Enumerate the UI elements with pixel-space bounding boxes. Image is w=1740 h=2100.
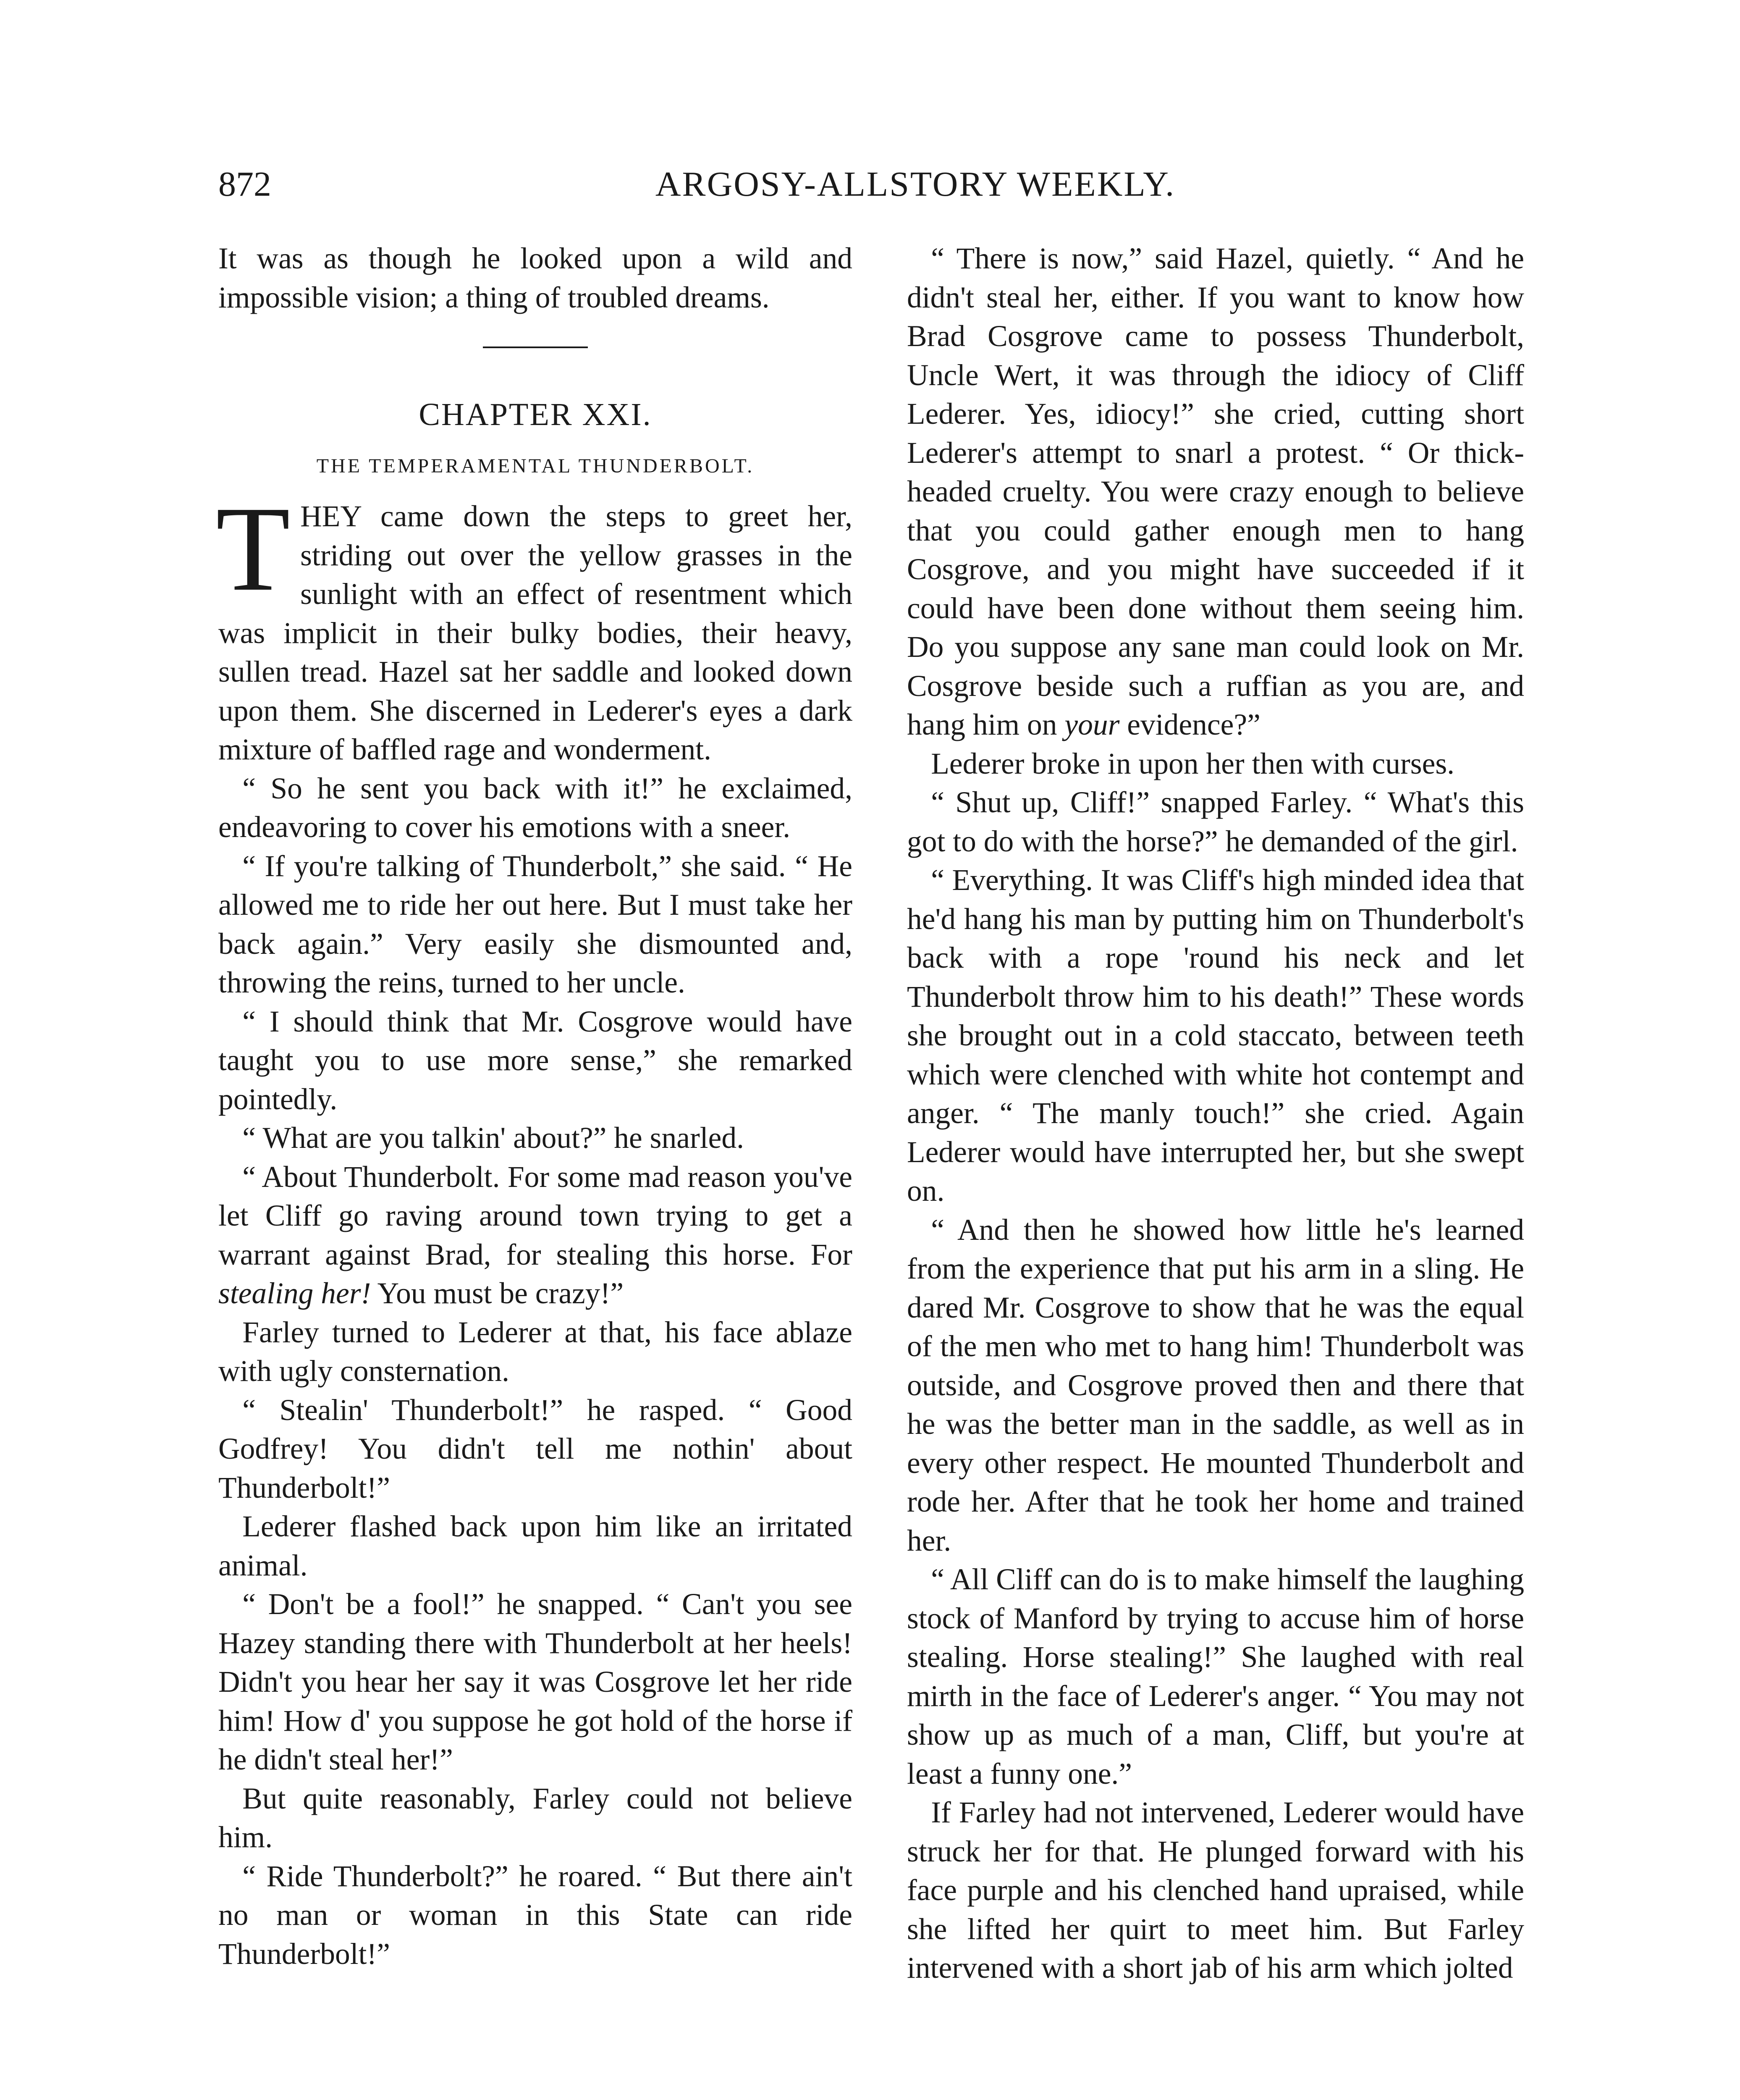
chapter-subtitle: THE TEMPERAMENTAL THUNDERBOLT.	[316, 454, 755, 477]
chapter-title: CHAPTER XXI.	[419, 397, 652, 432]
paragraph: “ Shut up, Cliff!” snapped Farley. “ What's this got to do with the horse?” he demanded of the girl.	[907, 786, 1524, 858]
italic-text: stealing her!	[218, 1277, 371, 1310]
italic-text: your	[1064, 708, 1120, 741]
paragraph	[218, 1158, 852, 1313]
paragraph: “ So he sent you back with it!” he exclaimed, endeavoring to cover his emotions with a sneer.	[218, 772, 852, 844]
paragraph: “ And then he showed how little he's learned from the experience that put his arm in a sling. He dared Mr. Cosgrove to show that he was the equal of the men who met to hang him! Thunderbolt was outside, and Cosgrove proved then and there that he was the better man in the saddle, as well as in every other respect. He mounted Thunderbolt and rode her. After that he took her home and trained her.	[907, 1213, 1524, 1557]
section-divider	[483, 346, 588, 348]
running-title: ARGOSY-ALLSTORY WEEKLY.	[655, 165, 1176, 204]
paragraph-text: evidence?”	[1119, 708, 1260, 741]
paragraph: “ What are you talkin' about?” he snarled.	[242, 1121, 744, 1155]
left-column	[218, 239, 852, 1974]
paragraph: “ I should think that Mr. Cosgrove would have taught you to use more sense,” she remarked pointedly.	[218, 1005, 852, 1116]
paragraph: “ Everything. It was Cliff's high minded idea that he'd hang his man by putting him on Thunderbolt's back with a rope 'round his neck and let Thunderbolt throw him to his death!” These words she brought out in a cold staccato, between teeth which were clenched with white hot contempt and anger. “ The manly touch!” she cried. Again Lederer would have interrupted her, but she swept on.	[907, 864, 1524, 1208]
paragraph: “ Stealin' Thunderbolt!” he rasped. “ Good Godfrey! You didn't tell me nothin' about Thunderbolt!”	[218, 1393, 852, 1504]
paragraph	[907, 239, 1524, 745]
paragraph-text: “ About Thunderbolt. For some mad reason you've let Cliff go raving around town trying to get a warrant against Brad, for stealing this horse. For	[218, 1160, 852, 1271]
paragraph-text: “ There is now,” said Hazel, quietly. “ And he didn't steal her, either. If you want to know how Brad Cosgrove came to possess Thunderbolt, Uncle Wert, it was through the idiocy of Cliff Lederer. Yes, idiocy!” she cried, cutting short Lederer's attempt to snarl a protest. “ Or thick-headed cruelty. You were crazy enough to believe that you could gather enough men to hang Cosgrove, and you might have succeeded if it could have been done without them seeing him. Do you suppose any sane man could look on Mr. Cosgrove beside such a ruffian as you are, and hang him on	[907, 242, 1524, 741]
paragraph: Lederer broke in upon her then with curses.	[931, 747, 1455, 780]
paragraph: “ All Cliff can do is to make himself the laughing stock of Manford by trying to accuse him of horse stealing. Horse stealing!” She laughed with real mirth in the face of Lederer's anger. “ You may not show up as much of a man, Cliff, but you're at least a funny one.”	[907, 1563, 1524, 1790]
paragraph-text: You must be crazy!”	[371, 1277, 624, 1310]
paragraph: If Farley had not intervened, Lederer would have struck her for that. He plunged forward with his face purple and his clenched hand upraised, while she lifted her quirt to meet him. But Farley intervened with a short jab of his arm which jolted	[907, 1796, 1524, 1984]
page-number: 872	[218, 165, 271, 204]
paragraph: Lederer flashed back upon him like an irritated animal.	[218, 1510, 852, 1582]
paragraph: “ Don't be a fool!” he snapped. “ Can't you see Hazey standing there with Thunderbolt at her heels! Didn't you hear her say it was Cosgrove let her ride him! How d' you suppose he got hold of the horse if he didn't steal her!”	[218, 1588, 852, 1776]
paragraph-text: HEY came down the steps to greet her, striding out over the yellow grasses in the sunlight with an effect of resentment which was implicit in their bulky bodies, their heavy, sullen tread. Hazel sat her saddle and looked down upon them. She discerned in Lederer's eyes a dark mixture of baffled rage and wonderment.	[218, 500, 852, 766]
paragraph: It was as though he looked upon a wild and impossible vision; a thing of troubled dreams.	[218, 242, 852, 314]
drop-cap: T	[216, 481, 291, 616]
chapter-opening-paragraph	[216, 481, 852, 769]
right-column	[907, 239, 1524, 1988]
paragraph: Farley turned to Lederer at that, his face ablaze with ugly consternation.	[218, 1315, 852, 1388]
paragraph: “ Ride Thunderbolt?” he roared. “ But there ain't no man or woman in this State can ride Thunderbolt!”	[218, 1859, 852, 1971]
paragraph: “ If you're talking of Thunderbolt,” she said. “ He allowed me to ride her out here. But I must take her back again.” Very easily she dismounted and, throwing the reins, turned to her uncle.	[218, 849, 852, 999]
paragraph: But quite reasonably, Farley could not believe him.	[218, 1782, 852, 1854]
page-header	[218, 164, 1612, 214]
